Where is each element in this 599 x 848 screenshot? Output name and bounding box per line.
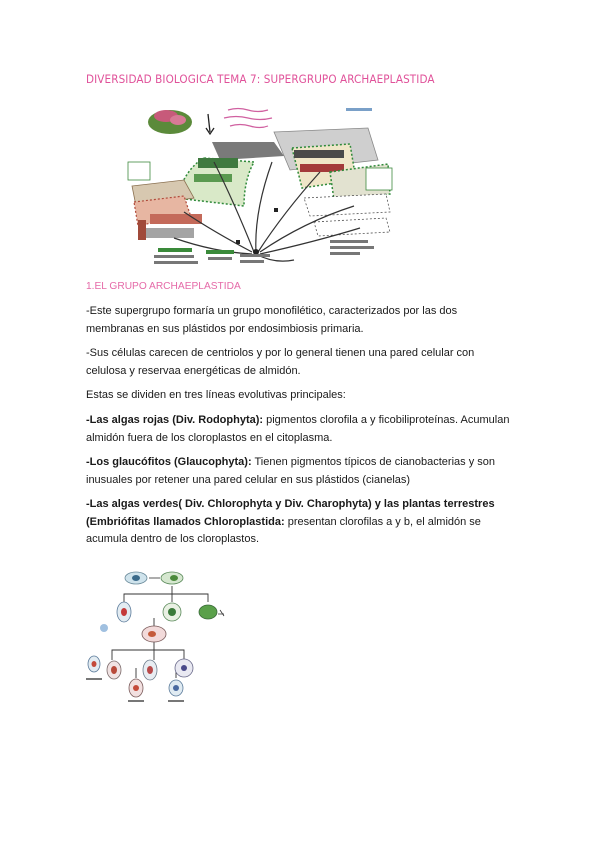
glaucophytes-term: -Los glaucófitos (Glaucophyta): (86, 456, 252, 468)
glaucophytes-description: Tienen pigmentos típicos de cianobacterias y son inusuales por retener una pared celular en sus plástidos (cianelas) (86, 456, 495, 486)
paragraph-1: -Este supergrupo formaría un grupo monofilético, caracterizados por las dos membranas en sus plástidos por endosimbiosis primaria. (86, 305, 458, 335)
green-algae-description: presentan clorofilas a y b, el almidón se acumula dentro de los cloroplastos. (86, 515, 481, 545)
phylogenetic-tree-figure (124, 102, 408, 274)
page-title: DIVERSIDAD BIOLOGICA TEMA 7: SUPERGRUPO ARCHAEPLASTIDA (86, 72, 435, 86)
red-algae-description: pigmentos clorofila a y ficobiliproteínas. Acumulan almidón fuera de los cloroplastos en el citoplasma. (86, 414, 510, 444)
paragraph-2: -Sus células carecen de centriolos y por lo general tienen una pared celular con celulosa y reservaa energéticas de almidón. (86, 347, 475, 377)
paragraph-green-algae (86, 496, 514, 549)
endosymbiosis-figure (84, 570, 230, 710)
red-algae-term: -Las algas rojas (Div. Rodophyta): (86, 414, 264, 426)
paragraph-red-algae (86, 412, 514, 447)
paragraph-3: Estas se dividen en tres líneas evolutivas principales: (86, 389, 346, 401)
section-heading: 1.EL GRUPO ARCHAEPLASTIDA (86, 281, 241, 292)
green-algae-term: -Las algas verdes( Div. Chlorophyta y Div. Charophyta) y las plantas terrestres (Embriófitas llamados Chloroplastida: (86, 498, 495, 528)
paragraph-glaucophytes (86, 454, 514, 489)
